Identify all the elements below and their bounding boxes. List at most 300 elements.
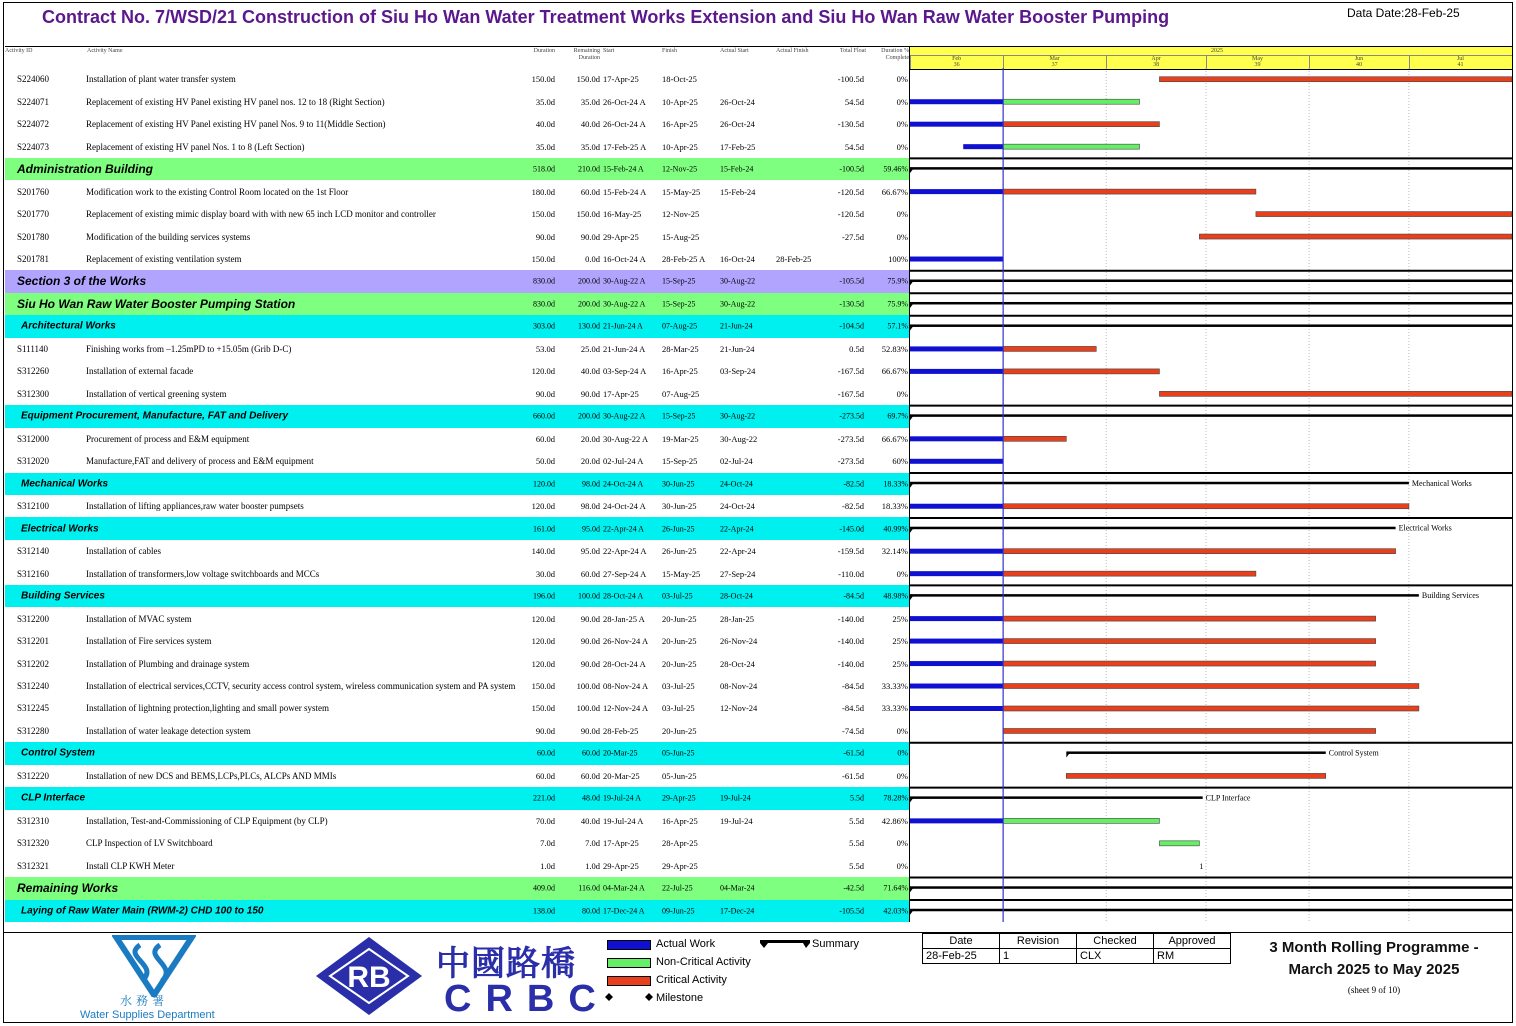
timescale-month <box>910 56 1003 68</box>
cell-float: -82.5d <box>843 479 864 489</box>
gantt-actual-bar <box>910 616 1003 621</box>
cell-float: 5.5d <box>849 815 864 826</box>
cell-astart: 24-Oct-24 <box>720 479 753 489</box>
gantt-summary-cap-start <box>910 304 913 308</box>
cell-rem: 100.0d <box>576 703 600 714</box>
cell-astart: 27-Sep-24 <box>720 568 756 579</box>
col-finish[interactable]: Finish <box>662 48 678 54</box>
cell-float: -120.5d <box>837 209 864 220</box>
wbs-group-row[interactable] <box>5 787 909 809</box>
gantt-summary-label: Building Services <box>1421 591 1479 601</box>
col-actual-finish[interactable]: Actual Finish <box>776 48 809 54</box>
gantt-summary-bar <box>910 167 1512 170</box>
gantt-summary-bar <box>910 280 1512 283</box>
cell-finish: 12-Nov-25 <box>662 209 700 220</box>
cell-name: Administration Building <box>17 162 153 177</box>
col-activity-name[interactable]: Activity Name <box>87 48 123 54</box>
gantt-critical-bar <box>1003 436 1066 441</box>
page-title: Contract No. 7/WSD/21 Construction of Siu Ho Wan Water Treatment Works Extension and Siu Ho Wan Raw Water Booster Pumping <box>42 7 1170 27</box>
gantt-summary-bar <box>1066 751 1325 754</box>
cell-dur: 221.0d <box>533 793 555 803</box>
cell-start: 16-Oct-24 A <box>603 254 646 265</box>
col-start[interactable]: Start <box>603 48 615 54</box>
cell-float: -159.5d <box>837 546 864 557</box>
activity-row[interactable] <box>5 428 909 451</box>
cell-float: -130.5d <box>837 119 864 130</box>
col-percent[interactable]: Duration % Complete <box>881 48 909 61</box>
cell-start: 15-Feb-24 A <box>603 164 644 174</box>
cell-rem: 7.0d <box>585 838 600 849</box>
cell-finish: 15-Sep-25 <box>662 299 696 309</box>
cell-rem: 60.0d <box>580 568 600 579</box>
activity-row[interactable] <box>5 652 909 675</box>
gantt-actual-bar <box>910 684 1003 689</box>
rev-header-approved: Approved <box>1154 934 1231 949</box>
activity-row[interactable] <box>5 90 909 113</box>
wbs-group-row[interactable] <box>5 900 909 922</box>
cell-astart: 28-Oct-24 <box>720 591 753 601</box>
cell-start: 17-Feb-25 A <box>603 141 647 152</box>
cell-start: 22-Apr-24 A <box>603 546 647 557</box>
cell-name: Laying of Raw Water Main (RWM-2) CHD 100 to 150 <box>21 905 264 917</box>
cell-float: -105.5d <box>839 906 864 916</box>
gantt-actual-bar <box>910 122 1003 127</box>
cell-name: Equipment Procurement, Manufacture, FAT and Delivery <box>21 410 289 422</box>
cell-float: -84.5d <box>842 703 864 714</box>
cell-pct: 0% <box>896 96 908 107</box>
cell-name: Finishing works from –1.25mPD to +15.05m (Grib D-C) <box>86 343 292 354</box>
cell-finish: 16-Apr-25 <box>662 815 698 826</box>
rev-header-checked: Checked <box>1077 934 1154 949</box>
cell-dur: 120.0d <box>533 479 555 489</box>
gantt-critical-bar <box>1003 706 1419 711</box>
wbs-group-row[interactable] <box>5 877 909 899</box>
gantt-summary-bar <box>910 527 1396 530</box>
activity-row[interactable] <box>5 383 909 406</box>
gantt-summary-bar <box>910 909 1512 912</box>
cell-start: 30-Aug-22 A <box>603 411 646 421</box>
column-header <box>5 46 909 70</box>
cell-dur: 120.0d <box>531 613 555 624</box>
cell-astart: 17-Dec-24 <box>720 906 755 916</box>
rb-logo <box>312 935 426 1017</box>
cell-astart: 04-Mar-24 <box>720 883 755 893</box>
wbs-group-row[interactable] <box>5 517 909 539</box>
legend-noncritical-label: Non-Critical Activity <box>656 956 751 968</box>
wbs-group-row[interactable] <box>5 473 909 495</box>
cell-name: Installation of transformers,low voltage switchboards and MCCs <box>86 568 320 579</box>
cell-dur: 150.0d <box>531 209 555 220</box>
cell-finish: 20-Jun-25 <box>662 658 697 669</box>
cell-dur: 60.0d <box>537 748 555 758</box>
legend-summary-icon <box>758 938 812 950</box>
cell-pct: 0% <box>896 860 908 871</box>
gantt-summary-cap-start <box>910 529 913 533</box>
cell-finish: 03-Jul-25 <box>662 703 695 714</box>
gantt-summary-bar <box>910 324 1512 327</box>
cell-float: -82.5d <box>842 501 864 512</box>
cell-id: S312000 <box>17 433 50 444</box>
timescale-month-label: Apr <box>1151 56 1161 62</box>
cell-dur: 1.0d <box>540 860 555 871</box>
cell-rem: 35.0d <box>580 96 600 107</box>
cell-pct: 42.03% <box>883 906 908 916</box>
wsd-english-name: Water Supplies Department <box>80 1009 215 1021</box>
gantt-critical-bar <box>1066 773 1325 778</box>
cell-start: 15-Feb-24 A <box>603 186 647 197</box>
gantt-critical-bar <box>1003 684 1419 689</box>
timescale-tick <box>910 55 911 69</box>
cell-astart: 30-Aug-22 <box>720 299 756 309</box>
cell-start: 04-Mar-24 A <box>603 883 645 893</box>
cell-name: Installation of Fire services system <box>86 636 212 647</box>
wbs-group-row[interactable] <box>5 405 909 427</box>
gantt-actual-bar <box>910 346 1003 351</box>
cell-float: -61.5d <box>843 748 864 758</box>
cell-dur: 90.0d <box>535 388 555 399</box>
cell-float: -273.5d <box>837 433 864 444</box>
cell-finish: 07-Aug-25 <box>662 388 700 399</box>
cell-name: Installation of lightning protection,lighting and small power system <box>86 703 329 714</box>
cell-astart: 28-Oct-24 <box>720 658 755 669</box>
cell-start: 02-Jul-24 A <box>603 456 644 467</box>
cell-pct: 0% <box>896 568 908 579</box>
cell-astart: 12-Nov-24 <box>720 703 758 714</box>
cell-rem: 116.0d <box>578 883 600 893</box>
crbc-chinese-name: 中國路橋 <box>436 944 576 984</box>
activity-row[interactable] <box>5 675 909 698</box>
col-actual-start[interactable]: Actual Start <box>720 48 749 54</box>
cell-id: S312321 <box>17 860 50 871</box>
cell-pct: 0% <box>896 231 908 242</box>
gantt-critical-bar <box>1256 212 1512 217</box>
wbs-group-row[interactable] <box>5 585 909 607</box>
cell-astart: 22-Apr-24 <box>720 546 756 557</box>
timescale-month-label: Jul <box>1456 56 1464 62</box>
cell-rem: 98.0d <box>580 501 600 512</box>
cell-pct: 0% <box>896 209 908 220</box>
cell-start: 28-Feb-25 <box>603 725 639 736</box>
programme-title <box>1244 937 1504 981</box>
gantt-summary-bar <box>910 414 1512 417</box>
activity-row[interactable] <box>5 810 909 833</box>
gantt-summary-bar <box>910 594 1419 597</box>
cell-float: -167.5d <box>837 388 864 399</box>
cell-dur: 35.0d <box>535 96 555 107</box>
cell-rem: 1.0d <box>585 860 600 871</box>
cell-pct: 66.67% <box>881 186 908 197</box>
timescale-week-label: 36 <box>953 62 960 68</box>
cell-afinish: 28-Feb-25 <box>776 254 812 265</box>
gantt-summary-cap-start <box>910 282 913 286</box>
activity-row[interactable] <box>5 68 909 91</box>
cell-start: 24-Oct-24 A <box>603 479 644 489</box>
cell-rem: 150.0d <box>576 74 600 85</box>
timescale-week-label: 41 <box>1457 62 1464 68</box>
col-activity-id[interactable]: Activity ID <box>5 48 33 54</box>
cell-dur: 180.0d <box>531 186 555 197</box>
cell-id: S312160 <box>17 568 50 579</box>
gantt-summary-cap-start <box>910 484 913 488</box>
cell-astart: 30-Aug-22 <box>720 411 756 421</box>
cell-rem: 40.0d <box>580 815 600 826</box>
cell-id: S312201 <box>17 636 50 647</box>
cell-id: S312200 <box>17 613 50 624</box>
cell-pct: 32.14% <box>881 546 908 557</box>
cell-finish: 07-Aug-25 <box>662 321 698 331</box>
cell-name: Replacement of existing HV Panel existing HV panel nos. 12 to 18 (Right Section) <box>86 96 385 107</box>
cell-dur: 150.0d <box>531 681 555 692</box>
col-total-float[interactable]: Total Float <box>839 48 866 54</box>
cell-dur: 40.0d <box>535 119 555 130</box>
cell-dur: 70.0d <box>535 815 555 826</box>
activity-row[interactable] <box>5 540 909 563</box>
cell-dur: 196.0d <box>533 591 555 601</box>
cell-float: -273.5d <box>837 456 864 467</box>
cell-astart: 24-Oct-24 <box>720 501 755 512</box>
gantt-critical-bar <box>1003 346 1096 351</box>
cell-rem: 25.0d <box>580 343 600 354</box>
gantt-critical-bar <box>1003 728 1376 733</box>
col-duration[interactable]: Duration <box>533 48 555 54</box>
cell-finish: 03-Jul-25 <box>662 591 693 601</box>
gantt-critical-bar <box>1159 391 1512 396</box>
timescale-tick <box>1003 55 1004 69</box>
activity-row[interactable] <box>5 135 909 158</box>
cell-start: 20-Mar-25 <box>603 748 638 758</box>
activity-row[interactable] <box>5 720 909 743</box>
cell-finish: 18-Oct-25 <box>662 74 697 85</box>
gantt-critical-bar <box>1003 661 1376 666</box>
cell-name: Procurement of process and E&M equipment <box>86 433 250 444</box>
gantt-summary-cap-start <box>910 416 913 420</box>
cell-finish: 26-Jun-25 <box>662 546 697 557</box>
cell-name: Installation of electrical services,CCTV, security access control system, wireless communication system and PA system <box>86 681 516 692</box>
gantt-summary-bar <box>910 886 1512 889</box>
activity-row[interactable] <box>5 180 909 203</box>
cell-id: S312260 <box>17 366 50 377</box>
cell-start: 26-Oct-24 A <box>603 96 646 107</box>
cell-name: CLP Inspection of LV Switchboard <box>86 838 213 849</box>
cell-float: 54.5d <box>844 141 864 152</box>
legend-critical-label: Critical Activity <box>656 974 727 986</box>
cell-float: -100.5d <box>837 74 864 85</box>
cell-id: S201780 <box>17 231 50 242</box>
cell-start: 21-Jun-24 A <box>603 343 646 354</box>
cell-finish: 29-Apr-25 <box>662 860 698 871</box>
cell-rem: 60.0d <box>580 186 600 197</box>
cell-finish: 28-Apr-25 <box>662 838 698 849</box>
cell-dur: 90.0d <box>535 231 555 242</box>
cell-name: Install CLP KWH Meter <box>86 860 175 871</box>
cell-start: 21-Jun-24 A <box>603 321 643 331</box>
cell-id: S312140 <box>17 546 50 557</box>
wbs-group-row[interactable] <box>5 742 909 764</box>
cell-dur: 120.0d <box>531 658 555 669</box>
cell-start: 29-Apr-25 <box>603 860 639 871</box>
cell-start: 08-Nov-24 A <box>603 681 649 692</box>
activity-row[interactable] <box>5 562 909 585</box>
gantt-critical-bar <box>1003 639 1376 644</box>
cell-dur: 60.0d <box>535 770 555 781</box>
cell-pct: 0% <box>897 748 908 758</box>
cell-start: 29-Apr-25 <box>603 231 639 242</box>
cell-float: 54.5d <box>844 96 864 107</box>
activity-row[interactable] <box>5 248 909 271</box>
cell-name: Installation of plant water transfer system <box>86 74 236 85</box>
activity-row[interactable] <box>5 607 909 630</box>
legend-summary-label: Summary <box>812 938 860 950</box>
activity-row[interactable] <box>5 203 909 226</box>
timescale-tick <box>1309 55 1310 69</box>
cell-pct: 0% <box>896 838 908 849</box>
cell-finish: 10-Apr-25 <box>662 96 698 107</box>
cell-pct: 0% <box>896 141 908 152</box>
rev-value-date: 28-Feb-25 <box>923 949 1000 964</box>
gantt-chart <box>910 68 1512 922</box>
cell-name: Installation of vertical greening system <box>86 388 227 399</box>
timescale-month <box>1409 56 1512 68</box>
wbs-group-row[interactable] <box>5 158 909 180</box>
timescale-week-label: 39 <box>1254 62 1261 68</box>
activity-row[interactable] <box>5 630 909 653</box>
activity-row[interactable] <box>5 832 909 855</box>
activity-row[interactable] <box>5 113 909 136</box>
cell-pct: 60% <box>892 456 908 467</box>
cell-float: -104.5d <box>839 321 864 331</box>
cell-id: S312300 <box>17 388 50 399</box>
cell-finish: 15-May-25 <box>662 568 701 579</box>
cell-id: S312280 <box>17 725 50 736</box>
cell-astart: 15-Feb-24 <box>720 164 754 174</box>
gantt-summary-cap-start <box>910 888 913 892</box>
cell-finish: 16-Apr-25 <box>662 119 698 130</box>
legend-actual-label: Actual Work <box>656 938 716 950</box>
cell-rem: 200.0d <box>578 411 600 421</box>
cell-rem: 90.0d <box>580 658 600 669</box>
cell-finish: 05-Jun-25 <box>662 748 695 758</box>
cell-pct: 0% <box>896 770 908 781</box>
cell-rem: 90.0d <box>580 388 600 399</box>
cell-pct: 71.64% <box>883 883 908 893</box>
activity-row[interactable] <box>5 855 909 878</box>
gantt-critical-bar <box>1003 616 1376 621</box>
cell-start: 30-Aug-22 A <box>603 276 646 286</box>
cell-float: -42.5d <box>843 883 864 893</box>
gantt-summary-cap-start <box>910 169 913 173</box>
cell-dur: 150.0d <box>531 703 555 714</box>
wbs-group-row[interactable] <box>5 270 909 292</box>
cell-name: Control System <box>21 747 95 759</box>
cell-dur: 150.0d <box>531 254 555 265</box>
cell-float: -84.5d <box>842 681 864 692</box>
cell-finish: 15-Aug-25 <box>662 231 700 242</box>
programme-title-line2: March 2025 to May 2025 <box>1288 961 1460 978</box>
timescale-month-label: Mar <box>1049 56 1060 62</box>
activity-row[interactable] <box>5 495 909 518</box>
cell-start: 30-Aug-22 A <box>603 433 649 444</box>
cell-pct: 66.67% <box>881 433 908 444</box>
cell-start: 03-Sep-24 A <box>603 366 647 377</box>
activity-row[interactable] <box>5 450 909 473</box>
gantt-summary-cap-start <box>910 798 913 802</box>
cell-dur: 660.0d <box>533 411 555 421</box>
cell-finish: 15-Sep-25 <box>662 456 698 467</box>
cell-rem: 60.0d <box>582 748 600 758</box>
gantt-actual-bar <box>910 99 1003 104</box>
cell-start: 27-Sep-24 A <box>603 568 647 579</box>
wbs-group-row[interactable] <box>5 315 909 337</box>
gantt-summary-label: Mechanical Works <box>1411 478 1472 488</box>
cell-dur: 830.0d <box>533 276 555 286</box>
cell-rem: 130.0d <box>578 321 600 331</box>
cell-pct: 33.33% <box>881 681 908 692</box>
cell-start: 26-Nov-24 A <box>603 636 649 647</box>
cell-name: Installation of MVAC system <box>86 613 192 624</box>
rev-value-revision: 1 <box>1000 949 1077 964</box>
activity-row[interactable] <box>5 697 909 720</box>
cell-float: -120.5d <box>837 186 864 197</box>
col-remaining[interactable]: Remaining Duration <box>573 48 600 61</box>
cell-id: S224073 <box>17 141 50 152</box>
activity-row[interactable] <box>5 765 909 788</box>
cell-dur: 150.0d <box>531 74 555 85</box>
cell-finish: 26-Jun-25 <box>662 524 695 534</box>
cell-rem: 20.0d <box>580 433 600 444</box>
timescale-header <box>910 46 1512 70</box>
gantt-noncritical-bar <box>1003 99 1139 104</box>
legend-milestone-icon <box>604 991 654 1005</box>
gantt-summary-cap-start <box>910 326 913 330</box>
timescale-month-label: Feb <box>952 56 962 62</box>
cell-name: Electrical Works <box>21 523 99 535</box>
activity-row[interactable] <box>5 360 909 383</box>
cell-finish: 03-Jul-25 <box>662 681 695 692</box>
cell-rem: 95.0d <box>580 546 600 557</box>
cell-dur: 138.0d <box>533 906 555 916</box>
cell-dur: 60.0d <box>535 433 555 444</box>
cell-pct: 66.67% <box>881 366 908 377</box>
cell-id: S312202 <box>17 658 50 669</box>
gantt-actual-bar <box>910 369 1003 374</box>
cell-name: Remaining Works <box>17 881 119 896</box>
cell-astart: 26-Oct-24 <box>720 119 755 130</box>
cell-id: S312240 <box>17 681 50 692</box>
cell-rem: 80.0d <box>582 906 600 916</box>
timescale-tick <box>1409 55 1410 69</box>
programme-title-line1: 3 Month Rolling Programme - <box>1269 939 1479 956</box>
legend-actual-swatch <box>607 940 651 950</box>
gantt-critical-bar <box>1159 77 1512 82</box>
activity-row[interactable] <box>5 225 909 248</box>
cell-astart: 21-Jun-24 <box>720 343 755 354</box>
cell-id: S224072 <box>17 119 50 130</box>
cell-dur: 409.0d <box>533 883 555 893</box>
cell-name: Installation of external facade <box>86 366 194 377</box>
sheet-number: (sheet 9 of 10) <box>1347 985 1401 995</box>
cell-float: -130.5d <box>839 299 864 309</box>
cell-pct: 0% <box>896 119 908 130</box>
cell-float: 5.5d <box>849 838 864 849</box>
wbs-group-row[interactable] <box>5 293 909 315</box>
cell-float: -145.0d <box>839 524 864 534</box>
activity-row[interactable] <box>5 338 909 361</box>
cell-pct: 25% <box>892 636 908 647</box>
cell-astart: 28-Jan-25 <box>720 613 754 624</box>
cell-start: 19-Jul-24 A <box>603 815 644 826</box>
rev-header-date: Date <box>923 934 1000 949</box>
cell-dur: 120.0d <box>531 636 555 647</box>
